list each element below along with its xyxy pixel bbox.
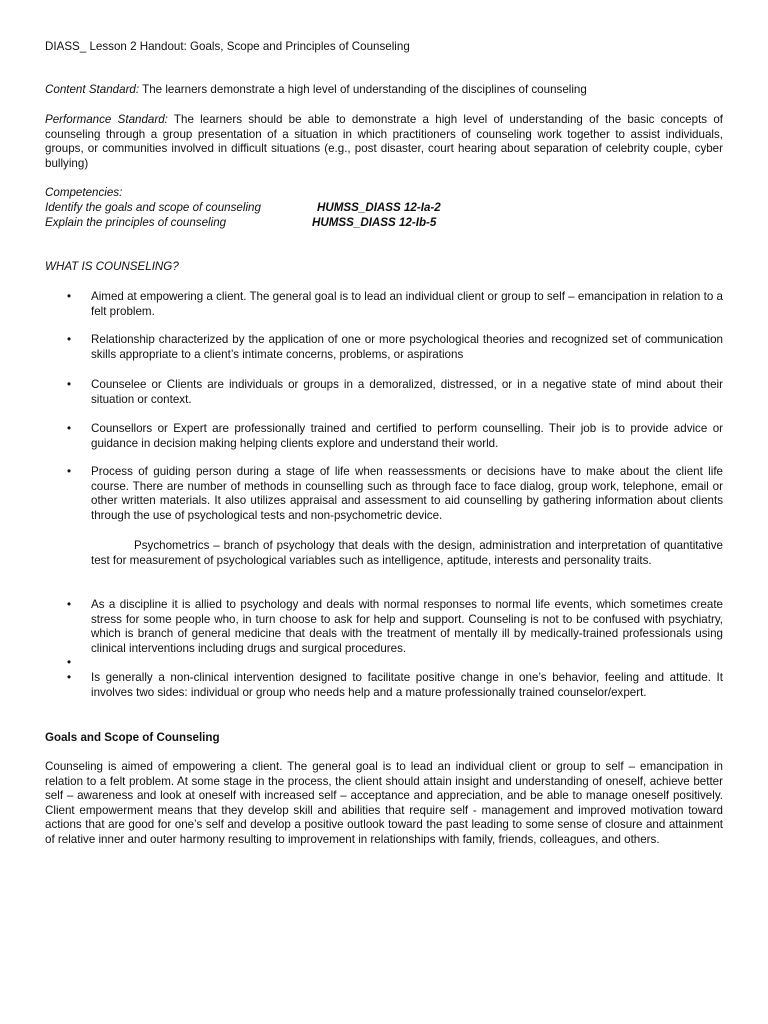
- competency-row: [45, 216, 645, 231]
- content-standard-text: The learners demonstrate a high level of understanding of the disciplines of counseling: [139, 83, 587, 96]
- bullet-marker: •: [67, 378, 72, 391]
- psychometrics-definition: Psychometrics – branch of psychology that deals with the design, administration and interpretation of quantitative test for measurement of psychological variables such as intelligence, aptitude, interests and personality traits.: [91, 539, 723, 567]
- goals-scope-paragraph: Counseling is aimed of empowering a client. The general goal is to lead an individual client or group to self – emancipation in relation to a felt problem. At some stage in the process, the client should attain insight and understanding of oneself, achieve better self – awareness and look at oneself with increased self – acceptance and appreciation, and be able to manage oneself positively. Client empowerment means that they develop skill and abilities that require self - management and improved motivation toward actions that are good for one’s self and develop a positive outlook toward the past leading to some sense of closure and attainment of relative inner and outer harmony resulting to improvement in relationships with family, friends, colleagues, and others.: [45, 760, 723, 846]
- goals-scope-heading: Goals and Scope of Counseling: [45, 731, 220, 744]
- bullet-item: Is generally a non-clinical intervention designed to facilitate positive change in one’s behavior, feeling and attitude. It involves two sides: individual or group who needs help and a mature professionally trained counselor/expert.: [91, 671, 723, 699]
- competencies-heading: Competencies:: [45, 186, 123, 199]
- what-is-counseling-heading: WHAT IS COUNSELING?: [45, 260, 179, 273]
- competency-text: Explain the principles of counseling: [45, 216, 227, 229]
- document-title: DIASS_ Lesson 2 Handout: Goals, Scope and Principles of Counseling: [45, 40, 410, 53]
- competency-text: Identify the goals and scope of counseling: [45, 201, 261, 214]
- performance-standard-text: The learners should be able to demonstrate a high level of understanding of the basic concepts of counseling through a group presentation of a situation in which practitioners of counseling work together to assist individuals, groups, or communities involved in difficult situations (e.g., post disaster, court hearing about separation of celebrity couple, cyber bullying): [45, 113, 723, 170]
- content-standard: [45, 83, 723, 98]
- bullet-marker: •: [67, 671, 72, 684]
- bullet-marker: •: [67, 656, 72, 669]
- competency-code: HUMSS_DIASS 12-Ib-5: [312, 216, 437, 229]
- bullet-item: Counselee or Clients are individuals or groups in a demoralized, distressed, or in a negative state of mind about their situation or context.: [91, 378, 723, 406]
- competency-code: HUMSS_DIASS 12-Ia-2: [317, 201, 441, 214]
- content-standard-label: Content Standard:: [45, 83, 140, 96]
- bullet-item: Relationship characterized by the application of one or more psychological theories and recognized set of communication skills appropriate to a client’s intimate concerns, problems, or aspirations: [91, 333, 723, 361]
- bullet-marker: •: [67, 465, 72, 478]
- bullet-item: Counsellors or Expert are professionally trained and certified to perform counselling. Their job is to provide advice or guidance in decision making helping clients explore and understand their world.: [91, 422, 723, 450]
- bullet-marker: •: [67, 290, 72, 303]
- bullet-marker: •: [67, 333, 72, 346]
- performance-standard: [45, 113, 723, 171]
- bullet-item: As a discipline it is allied to psychology and deals with normal responses to normal life events, which sometimes create stress for some people who, in turn choose to ask for help and support. Counseling is not to be confused with psychiatry, which is branch of general medicine that deals with the treatment of mentally ill by medically-trained professionals using clinical interventions including drugs and surgical procedures.: [91, 598, 723, 655]
- performance-standard-label: Performance Standard:: [45, 113, 168, 126]
- bullet-item: Process of guiding person during a stage of life when reassessments or decisions have to make about the client life course. There are number of methods in counselling such as through face to face dialog, group work, telephone, email or other written materials. It also utilizes appraisal and assessment to aid counselling by gathering information about clients through the use of psychological tests and non-psychometric device.: [91, 465, 723, 522]
- bullet-item: Aimed at empowering a client. The general goal is to lead an individual client or group to self – emancipation in relation to a felt problem.: [91, 290, 723, 318]
- bullet-marker: •: [67, 598, 72, 611]
- bullet-marker: •: [67, 422, 72, 435]
- competency-row: [45, 201, 645, 216]
